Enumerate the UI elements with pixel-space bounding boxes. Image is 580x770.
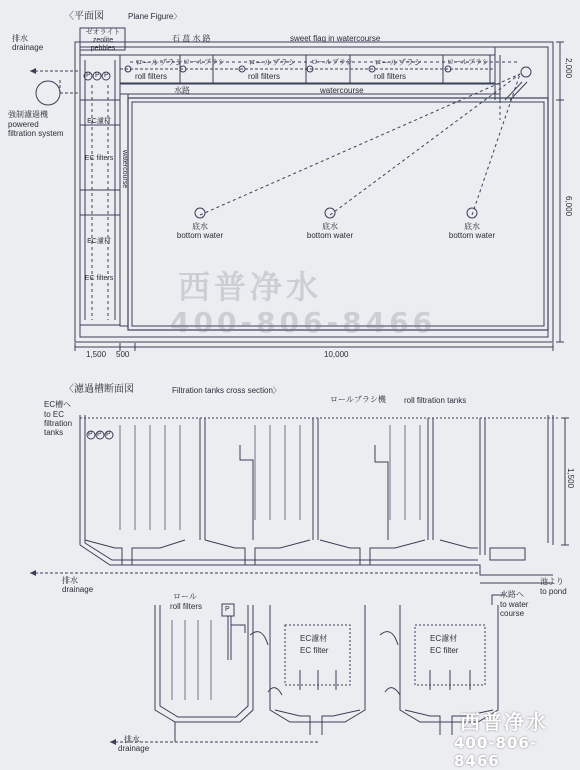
to-water-jp: 水路へ: [500, 590, 524, 599]
plan-drainage-en: drainage: [12, 43, 44, 52]
pond-en: to pond: [540, 587, 567, 596]
powered-filter-jp: 強制濾過機: [8, 110, 48, 119]
ec-filter-1-jp: EC濾材: [87, 118, 111, 125]
watermark-name-corner: 西普净水: [460, 710, 548, 734]
roll-filter-5-jp: ロールブラシ: [374, 58, 422, 67]
roll-filter-2-jp: ロールブラシ: [183, 59, 225, 66]
to-water-en: to water course: [500, 600, 529, 618]
ec-filter-2-jp: EC濾材: [87, 238, 111, 245]
bottom-water-1-en: bottom water: [176, 231, 224, 240]
pond-jp: 池より: [540, 577, 564, 586]
section-title-en: Filtration tanks cross section〉: [172, 386, 281, 395]
roll-filter-1-jp: ロールブラシ: [135, 58, 183, 67]
roll-machine-jp: ロールブラシ機: [330, 395, 386, 404]
dim-left2: 500: [116, 350, 130, 359]
plan-pump-3: P: [104, 72, 109, 79]
dim-width: 10,000: [324, 350, 349, 359]
roll-tanks-en: roll filtration tanks: [404, 396, 467, 405]
roll-filter-brushes-1: [120, 425, 180, 530]
section-drainage-jp: 排水: [62, 576, 78, 585]
ec-tank-en: to EC filtration tanks: [44, 410, 73, 437]
roll-filter-brushes-2: [255, 425, 300, 520]
plan-pump-2: P: [95, 72, 100, 79]
bottom-water-2-jp: 底水: [322, 222, 338, 231]
watercourse-en: watercourse: [320, 86, 364, 95]
roll-filter-3-jp: ロールブラシ: [248, 58, 296, 67]
plan-title: 〈平面図: [64, 11, 104, 22]
section-pump-2: P: [97, 431, 102, 438]
detail-ec-1-jp: EC濾材: [300, 634, 328, 643]
dim-height: 6,000: [564, 196, 573, 217]
dim-left: 1,500: [86, 350, 107, 359]
roll-filter-3-en: roll filters: [248, 72, 281, 81]
detail-drainage-en: drainage: [118, 744, 150, 753]
detail-pump: P: [225, 606, 230, 613]
dim-depth: 1,500: [566, 468, 575, 489]
bottom-water-2-en: bottom water: [306, 231, 354, 240]
plan-drainage-jp: 排水: [12, 34, 28, 43]
roll-filter-4-jp: ロールブラシ: [311, 59, 353, 66]
section-title: 〈濾過槽断面図: [64, 384, 134, 395]
detail-drainage-jp: 排水: [124, 735, 140, 744]
section-pump-1: P: [88, 431, 93, 438]
top-channel: [80, 47, 495, 55]
hopper-3: [320, 540, 425, 565]
watermark-phone-corner: 400-806-8466: [454, 734, 538, 770]
ec-tank-jp: EC槽へ: [44, 400, 72, 409]
powered-filter-en: powered filtration system: [8, 120, 64, 138]
watercourse-jp: 水路: [174, 86, 190, 95]
bottom-water-3-en: bottom water: [448, 231, 496, 240]
roll-filter-1-en: roll filters: [135, 72, 168, 81]
dim-top: 2,000: [564, 58, 573, 79]
plan-title-en: Plane Figure〉: [128, 12, 182, 21]
watermark-name: 西普净水: [178, 268, 323, 306]
zeolite-label-en: zeolite pebbles: [90, 37, 116, 52]
watermark-phone: 400-806-8466: [170, 306, 437, 339]
section-pump-3: P: [106, 431, 111, 438]
detail-ec-tank-1: [270, 605, 365, 722]
ec-filter-2-en: EC filters: [84, 275, 114, 282]
roll-filter-5-en: roll filters: [374, 72, 407, 81]
bottom-water-1-jp: 底水: [192, 222, 208, 231]
powered-filter-circle: [36, 81, 60, 105]
detail-ec-1-en: EC filter: [300, 646, 329, 655]
bottom-water-3-jp: 底水: [464, 222, 480, 231]
sweetflag-label-en: sweet flag in watercourse: [290, 34, 381, 43]
ec-filter-1-en: EC filters: [84, 155, 114, 162]
roll-filter-brushes-3: [390, 425, 420, 520]
plan-pump-1: P: [86, 72, 91, 79]
hopper-4: [440, 540, 478, 548]
detail-roll-en: roll filters: [170, 602, 203, 611]
detail-roll-tank: [155, 605, 253, 722]
sweetflag-label-jp: 石 菖 水 路: [172, 34, 211, 43]
detail-ec-2-jp: EC濾材: [430, 634, 458, 643]
zeolite-label-jp: ゼオライト: [85, 29, 121, 36]
roll-filter-6-jp: ロールブラシ: [447, 59, 489, 66]
watercourse-vertical: watercourse: [121, 150, 128, 189]
detail-roll-jp: ロール: [173, 592, 197, 601]
hopper-2: [205, 540, 310, 565]
detail-ec-2-en: EC filter: [430, 646, 459, 655]
section-drainage-en: drainage: [62, 585, 94, 594]
